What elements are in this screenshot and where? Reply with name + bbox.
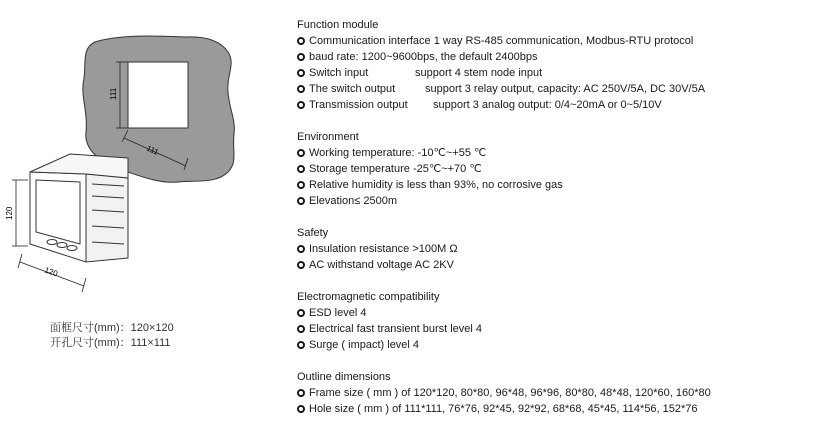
list-item — [297, 337, 807, 353]
bullet-icon — [297, 181, 305, 189]
list-item — [297, 49, 807, 65]
list-item — [297, 81, 807, 97]
item-label: Transmission output — [309, 99, 408, 111]
bullet-icon — [297, 37, 305, 45]
item-label: Elevation≤ 2500m — [309, 195, 397, 207]
list-item — [297, 193, 807, 209]
list-item — [297, 257, 807, 273]
item-label: ESD level 4 — [309, 307, 367, 319]
item-label: Hole size ( mm ) of 111*111, 76*76, 92*45, 92*92, 68*68, 45*45, 114*56, 152*76 — [309, 403, 698, 415]
meter-body — [30, 154, 128, 262]
meter-height-label: 120 — [5, 206, 14, 220]
list-item — [297, 97, 807, 113]
bullet-icon — [297, 309, 305, 317]
item-label: Switch input — [309, 67, 369, 79]
item-label: Surge ( impact) level 4 — [309, 339, 420, 351]
bullet-icon — [297, 405, 305, 413]
cutout-height-label: 111 — [109, 87, 118, 100]
bullet-icon — [297, 389, 305, 397]
bullet-icon — [297, 53, 305, 61]
list-item — [297, 145, 807, 161]
list-item — [297, 33, 807, 49]
list-item — [297, 161, 807, 177]
list-item — [297, 241, 807, 257]
section-emc — [297, 289, 807, 353]
bullet-icon — [297, 245, 305, 253]
bullet-icon — [297, 85, 305, 93]
spec-list — [297, 17, 807, 433]
bullet-icon — [297, 261, 305, 269]
section-title: Environment — [297, 131, 359, 143]
section-title: Function module — [297, 19, 379, 31]
cutout-width-label: 111 — [145, 143, 160, 157]
list-item — [297, 177, 807, 193]
bullet-icon — [297, 341, 305, 349]
hole-size-caption: 开孔尺寸(mm)：111×111 — [50, 337, 171, 349]
item-label: Relative humidity is less than 93%, no corrosive gas — [309, 179, 563, 191]
item-label: The switch output — [309, 83, 396, 95]
bullet-icon — [297, 149, 305, 157]
bullet-icon — [297, 165, 305, 173]
item-value: support 4 stem node input — [415, 67, 543, 79]
section-environment — [297, 129, 807, 209]
item-label: Insulation resistance >100M Ω — [309, 243, 458, 255]
section-outline-dimensions — [297, 369, 807, 417]
section-safety — [297, 225, 807, 273]
section-title: Outline dimensions — [297, 371, 391, 383]
bullet-icon — [297, 69, 305, 77]
item-label: Communication interface 1 way RS-485 communication, Modbus-RTU protocol — [309, 35, 694, 47]
item-label: Storage temperature -25℃~+70 ℃ — [309, 163, 482, 175]
bullet-icon — [297, 197, 305, 205]
dimension-drawing — [0, 0, 290, 300]
item-label: Electrical fast transient burst level 4 — [309, 323, 483, 335]
list-item — [297, 321, 807, 337]
item-label: AC withstand voltage AC 2KV — [309, 259, 454, 271]
item-label: Working temperature: -10℃~+55 ℃ — [309, 147, 487, 159]
list-item — [297, 385, 807, 401]
item-label: Frame size ( mm ) of 120*120, 80*80, 96*48, 96*96, 80*80, 48*48, 120*60, 160*80 — [309, 387, 711, 399]
list-item — [297, 65, 807, 81]
bullet-icon — [297, 101, 305, 109]
list-item — [297, 305, 807, 321]
item-label: baud rate: 1200~9600bps, the default 2400bps — [309, 51, 538, 63]
item-value: support 3 analog output: 0/4~20mA or 0~5/10V — [433, 99, 662, 111]
section-function-module — [297, 17, 807, 113]
item-value: support 3 relay output, capacity: AC 250V/5A, DC 30V/5A — [425, 83, 706, 95]
frame-size-caption: 面框尺寸(mm)：120×120 — [50, 322, 174, 334]
list-item — [297, 401, 807, 417]
panel-cutout — [128, 62, 188, 128]
meter-width-label: 120 — [43, 265, 59, 279]
section-title: Safety — [297, 227, 329, 239]
section-title: Electromagnetic compatibility — [297, 291, 440, 303]
bullet-icon — [297, 325, 305, 333]
